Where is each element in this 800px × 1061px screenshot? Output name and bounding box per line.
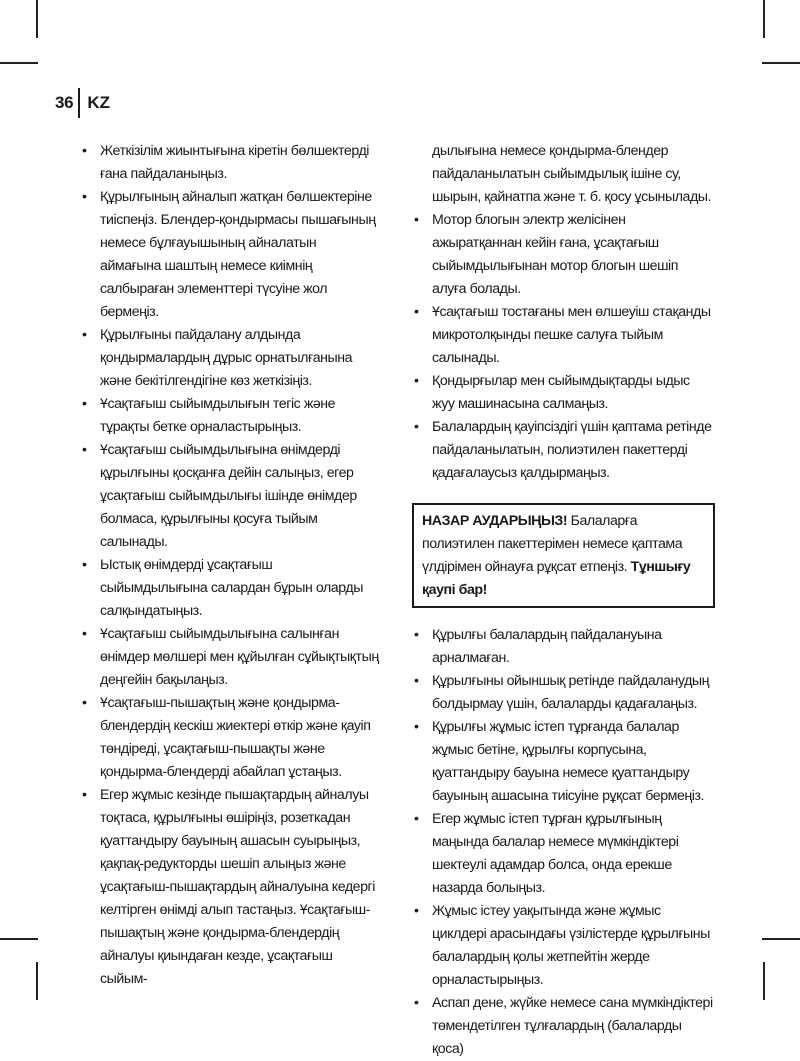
header-divider bbox=[78, 88, 80, 118]
crop-mark-bottom-right-h bbox=[762, 938, 800, 940]
continued-text: дылығына немесе қондырма-блендер пайдаланылатын сыйымдылық ішіне су, шырын, қайнатпа және т. б. қосу ұсынылады. bbox=[432, 143, 712, 205]
list-item: • Жұмыс істеу уақытында және жұмыс циклдері арасындағы үзілістерде құрылғыны балалардың қолы жетпейтін жерде орналастырыңыз. bbox=[412, 900, 715, 992]
warning-box bbox=[412, 503, 715, 608]
list-item: • Құрылғы жұмыс істеп тұрғанда балалар жұмыс бетіне, құрылғы корпусына, қуаттандыру бауына немесе қуаттандыру бауының ашасына тиісуіне рұқсат бермеңіз. bbox=[412, 716, 715, 808]
list-item: • Мотор блогын электр желісінен ажыратқаннан кейін ғана, ұсақтағыш сыйымдылығынан мотор блогын шешіп алуға болады. bbox=[412, 209, 715, 301]
right-bullet-list-top bbox=[412, 209, 715, 485]
warning-emphasis: Тұншығу қаупі бар! bbox=[422, 559, 691, 598]
crop-mark-bottom-left bbox=[36, 962, 38, 1000]
crop-mark-top-left-h bbox=[0, 62, 38, 64]
right-column bbox=[412, 140, 715, 1061]
left-column bbox=[80, 140, 380, 991]
list-item: • Ыстық өнімдерді ұсақтағыш сыйымдылығына салардан бұрын оларды салқындатыңыз. bbox=[80, 554, 380, 623]
list-item: • Жеткізілім жиынтығына кіретін бөлшектерді ғана пайдаланыңыз. bbox=[80, 140, 380, 186]
warning-text: Балаларға полиэтилен пакеттерімен немесе қаптама үлдірімен ойнауға рұқсат етпеңіз. bbox=[422, 513, 683, 575]
list-item: • Құрылғының айналып жатқан бөлшектеріне тиіспеңіз. Блендер-қондырмасы пышағының немесе бұлғауышының айналатын аймағына шаштың немесе киімнің салбыраған элементтері түсуіне жол бермеңіз. bbox=[80, 186, 380, 324]
crop-mark-bottom-right bbox=[763, 962, 765, 1000]
list-item: • Ұсақтағыш сыйымдылығына өнімдерді құрылғыны қосқанға дейін салыңыз, егер ұсақтағыш сыйымдылығы ішінде өнімдер болмаса, құрылғыны қосуға тыйым салынады. bbox=[80, 439, 380, 554]
crop-mark-bottom-left-h bbox=[0, 938, 38, 940]
left-bullet-list bbox=[80, 140, 380, 991]
list-item: • Құрылғыны ойыншық ретінде пайдаланудың болдырмау үшін, балаларды қадағалаңыз. bbox=[412, 670, 715, 716]
list-item: • Ұсақтағыш сыйымдылығына салынған өнімдер мөлшері мен құйылған сұйықтықтың деңгейін бақылаңыз. bbox=[80, 623, 380, 692]
list-item: • Ұсақтағыш-пышақтың және қондырма-блендердің кескіш жиектері өткір және қауіп төндіреді, ұсақтағыш-пышақты және қондырма-блендерді абайлап ұстаңыз. bbox=[80, 692, 380, 784]
crop-mark-top-right bbox=[763, 0, 765, 38]
page-number: 36 bbox=[55, 93, 74, 112]
language-code: KZ bbox=[87, 93, 110, 112]
list-item: • Құрылғы балалардың пайдалануына арналмаған. bbox=[412, 624, 715, 670]
list-item: • Ұсақтағыш тостағаны мен өлшеуіш стақанды микротолқынды пешке салуға тыйым салынады. bbox=[412, 301, 715, 370]
list-item: • Ұсақтағыш сыйымдылығын тегіс және тұрақты бетке орналастырыңыз. bbox=[80, 393, 380, 439]
list-item: • Құрылғыны пайдалану алдында қондырмалардың дұрыс орнатылғанына және бекітілгендігіне көз жеткізіңіз. bbox=[80, 324, 380, 393]
crop-mark-top-right-h bbox=[762, 62, 800, 64]
list-item: • Қондырғылар мен сыйымдықтарды ыдыс жуу машинасына салмаңыз. bbox=[412, 370, 715, 416]
list-item: • Аспап дене, жүйке немесе сана мүмкіндіктері төмендетілген тұлғалардың (балаларды қоса) bbox=[412, 992, 715, 1061]
list-item: • Балалардың қауіпсіздігі үшін қаптама ретінде пайдаланылатын, полиэтилен пакеттерді қадағалаусыз қалдырмаңыз. bbox=[412, 416, 715, 485]
right-bullet-list-bottom bbox=[412, 624, 715, 1061]
crop-mark-top-left bbox=[36, 0, 38, 38]
list-item: • Егер жұмыс кезінде пышақтардың айналуы тоқтаса, құрылғыны өшіріңіз, розеткадан қуаттандыру бауының ашасын суырыңыз, қақпақ-редукторды шешіп алыңыз және ұсақтағыш-пышақтардың айналуына кедергі келтірген өнімді алып тастаңыз. Ұсақтағыш-пышақтың және қондырма-блендердің айналуы қиындаған кезде, ұсақтағыш сыйым- bbox=[80, 784, 380, 991]
list-item: • Егер жұмыс істеп тұрған құрылғының маңында балалар немесе мүмкіндіктері шектеулі адамдар болса, онда ерекше назарда болыңыз. bbox=[412, 808, 715, 900]
warning-title: НАЗАР АУДАРЫҢЫЗ! bbox=[422, 513, 568, 529]
page-header bbox=[55, 88, 110, 118]
